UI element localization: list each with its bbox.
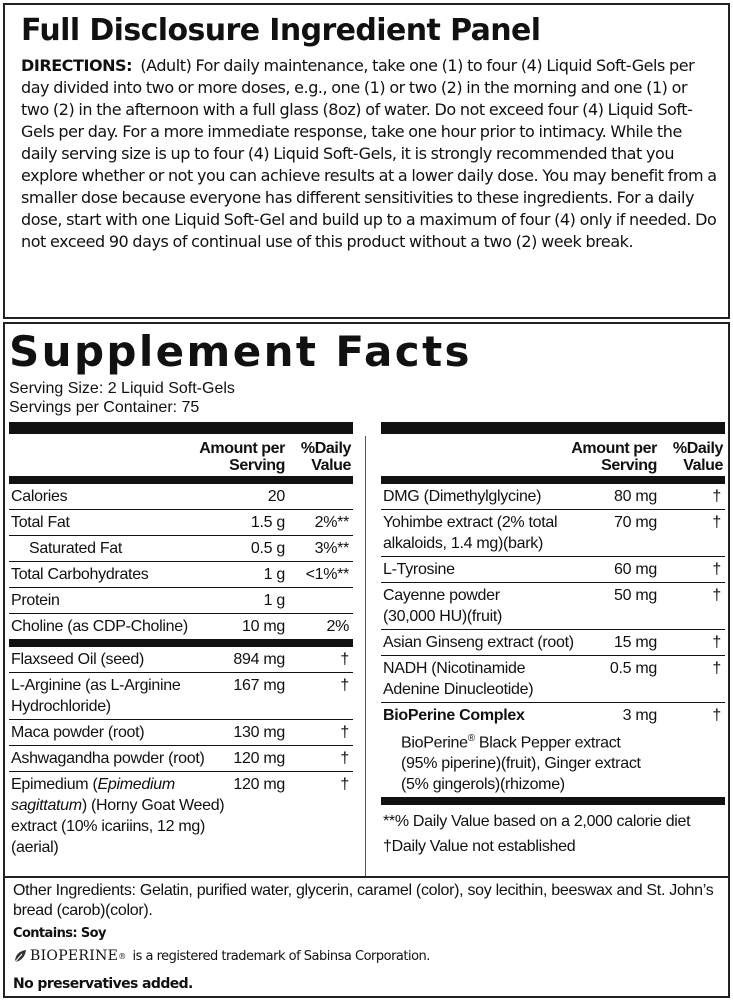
amount-header-line1: Amount per — [199, 440, 285, 457]
row-name-latin: Epimedium sagittatum — [11, 776, 175, 814]
table-row — [381, 484, 725, 509]
table-row — [9, 613, 353, 639]
row-amount: 0.5 g — [250, 540, 285, 557]
row-amount: 20 — [267, 488, 285, 505]
row-name: Ashwagandha powder (root) — [11, 750, 205, 767]
row-dv: † — [340, 651, 349, 668]
table-row — [9, 509, 353, 535]
table-row — [9, 647, 353, 672]
row-dv: 3%** — [314, 540, 349, 557]
row-name: Asian Ginseng extract (root) — [383, 634, 574, 651]
table-row — [9, 672, 353, 719]
facts-left-column — [9, 422, 353, 860]
row-amount: 894 mg — [233, 651, 285, 668]
row-dv: † — [340, 724, 349, 741]
amount-header — [199, 440, 285, 474]
table-row — [9, 745, 353, 771]
note-dagger: †Daily Value not established — [383, 838, 576, 856]
registered-mark: ® — [467, 733, 475, 744]
row-dv: 2% — [326, 618, 349, 635]
dv-header-line2: Value — [683, 457, 723, 474]
column-header — [9, 434, 353, 476]
dv-header-line1: %Daily — [300, 440, 351, 457]
directions-text: (Adult) For daily maintenance, take one (1) to four (4) Liquid Soft-Gels per day divided into two or more doses, e.g., one (1) or two (2) in the morning and one (1) or two (2) in the afternoon with a full glass (8oz) of water. Do not exceed four (4) Liquid Soft-Gels per day. For a more immediate response, take one hour prior to intimacy. While the daily serving size is up to four (4) Liquid Soft-Gels, it is strongly recommended that you explore whether or not you can achieve results at a lower daily dose. You may benefit from a smaller dose because everyone has different sensitivities to these ingredients. For a daily dose, start with one Liquid Soft-Gel and build up to a maximum of four (4) only if needed. Do not exceed 90 days of continual use of this product without a two (2) week break. — [21, 56, 717, 251]
leaf-icon — [13, 949, 27, 963]
table-row — [381, 702, 725, 728]
facts-title: Supplement Facts — [9, 327, 472, 376]
facts-right-column — [381, 422, 725, 859]
panel-title: Full Disclosure Ingredient Panel — [21, 13, 541, 48]
row-amount: 1.5 g — [250, 514, 285, 531]
table-row — [381, 655, 725, 702]
row-name: Total Carbohydrates — [11, 566, 149, 583]
row-name — [11, 774, 241, 858]
dv-header — [301, 440, 351, 474]
row-name: Yohimbe extract (2% total alkaloids, 1.4 mg)(bark) — [383, 514, 558, 552]
column-header — [381, 434, 725, 476]
row-dv: † — [712, 488, 721, 505]
table-row — [9, 561, 353, 587]
column-divider — [365, 436, 366, 876]
serving-size: Serving Size: 2 Liquid Soft-Gels — [9, 380, 235, 397]
table-row — [9, 587, 353, 613]
trademark-line — [13, 948, 430, 964]
table-row-sub — [381, 728, 725, 805]
bioperine-logo — [13, 948, 127, 964]
row-dv: <1%** — [305, 566, 349, 583]
row-amount: 50 mg — [614, 587, 657, 604]
amount-header-line2: Serving — [601, 457, 657, 474]
table-row — [381, 582, 725, 629]
table-row — [381, 509, 725, 556]
row-name: Cayenne powder (30,000 HU)(fruit) — [383, 587, 503, 625]
dv-header — [673, 440, 723, 474]
row-name-part: ) (Horny Goat Weed) extract (10% icariins, 12 mg)(aerial) — [11, 797, 225, 856]
dv-header-line2: Value — [311, 457, 351, 474]
trademark-text: is a registered trademark of Sabinsa Corporation. — [132, 948, 430, 964]
logo-registered-mark: ® — [118, 951, 127, 961]
row-dv: † — [712, 707, 721, 724]
row-amount: 0.5 mg — [609, 660, 657, 677]
serving-info — [9, 379, 235, 417]
servings-per-container: Servings per Container: 75 — [9, 399, 200, 416]
row-amount: 167 mg — [233, 677, 285, 694]
ingredient-group — [381, 476, 725, 805]
row-name — [401, 728, 641, 795]
row-amount: 3 mg — [622, 707, 657, 724]
amount-header — [571, 440, 657, 474]
row-amount: 120 mg — [233, 750, 285, 767]
table-row — [9, 535, 353, 561]
row-name: Maca powder (root) — [11, 724, 145, 741]
row-name: Saturated Fat — [29, 540, 123, 557]
contains-allergen: Contains: Soy — [13, 926, 106, 941]
row-name: L-Tyrosine — [383, 561, 455, 578]
row-dv: † — [712, 561, 721, 578]
section-divider — [5, 876, 728, 878]
row-name: Calories — [11, 488, 68, 505]
row-name: L-Arginine (as L-Arginine Hydrochloride) — [11, 677, 181, 715]
directions-label: DIRECTIONS: — [21, 56, 133, 75]
row-amount: 1 g — [263, 592, 285, 609]
ingredient-group — [9, 639, 353, 860]
row-dv: † — [340, 750, 349, 767]
no-preservatives: No preservatives added. — [13, 976, 193, 992]
row-name: Total Fat — [11, 514, 70, 531]
row-dv: † — [340, 776, 349, 793]
row-dv: † — [712, 634, 721, 651]
supplement-facts — [3, 322, 730, 998]
row-amount: 70 mg — [614, 514, 657, 531]
row-dv: † — [712, 660, 721, 677]
other-ingredients: Other Ingredients: Gelatin, purified water, glycerin, caramel (color), soy lecithin, beeswax and St. John’s bread (carob)(color). — [13, 882, 714, 919]
ingredient-panel — [3, 3, 730, 319]
row-name-part: Epimedium ( — [11, 776, 98, 793]
table-row — [9, 719, 353, 745]
row-name: Flaxseed Oil (seed) — [11, 651, 145, 668]
dv-header-line1: %Daily — [672, 440, 723, 457]
amount-header-line2: Serving — [229, 457, 285, 474]
directions-paragraph — [21, 55, 718, 253]
row-amount: 120 mg — [233, 776, 285, 793]
table-row — [9, 771, 353, 860]
row-name: BioPerine Complex — [383, 707, 525, 724]
table-row — [381, 629, 725, 655]
note-daily-value: **% Daily Value based on a 2,000 calorie diet — [383, 813, 691, 831]
row-amount: 130 mg — [233, 724, 285, 741]
logo-text: BIOPERINE — [30, 948, 119, 964]
row-name-part: BioPerine — [401, 734, 468, 752]
row-name: DMG (Dimethylglycine) — [383, 488, 542, 505]
row-name: Protein — [11, 592, 60, 609]
table-row — [381, 556, 725, 582]
row-dv: 2%** — [314, 514, 349, 531]
row-name: Choline (as CDP-Choline) — [11, 618, 188, 635]
nutrient-group — [9, 476, 353, 639]
row-name-part: Black Pepper extract (95% piperine)(fruit), Ginger extract (5% gingerols)(rhizome) — [401, 734, 641, 794]
amount-header-line1: Amount per — [571, 440, 657, 457]
row-dv: † — [712, 587, 721, 604]
row-dv: † — [340, 677, 349, 694]
row-amount: 15 mg — [614, 634, 657, 651]
row-amount: 10 mg — [242, 618, 285, 635]
table-row — [9, 484, 353, 509]
row-amount: 1 g — [263, 566, 285, 583]
footnotes — [381, 805, 725, 859]
row-name: NADH (Nicotinamide Adenine Dinucleotide) — [383, 660, 534, 698]
row-amount: 60 mg — [614, 561, 657, 578]
row-dv: † — [712, 514, 721, 531]
row-amount: 80 mg — [614, 488, 657, 505]
